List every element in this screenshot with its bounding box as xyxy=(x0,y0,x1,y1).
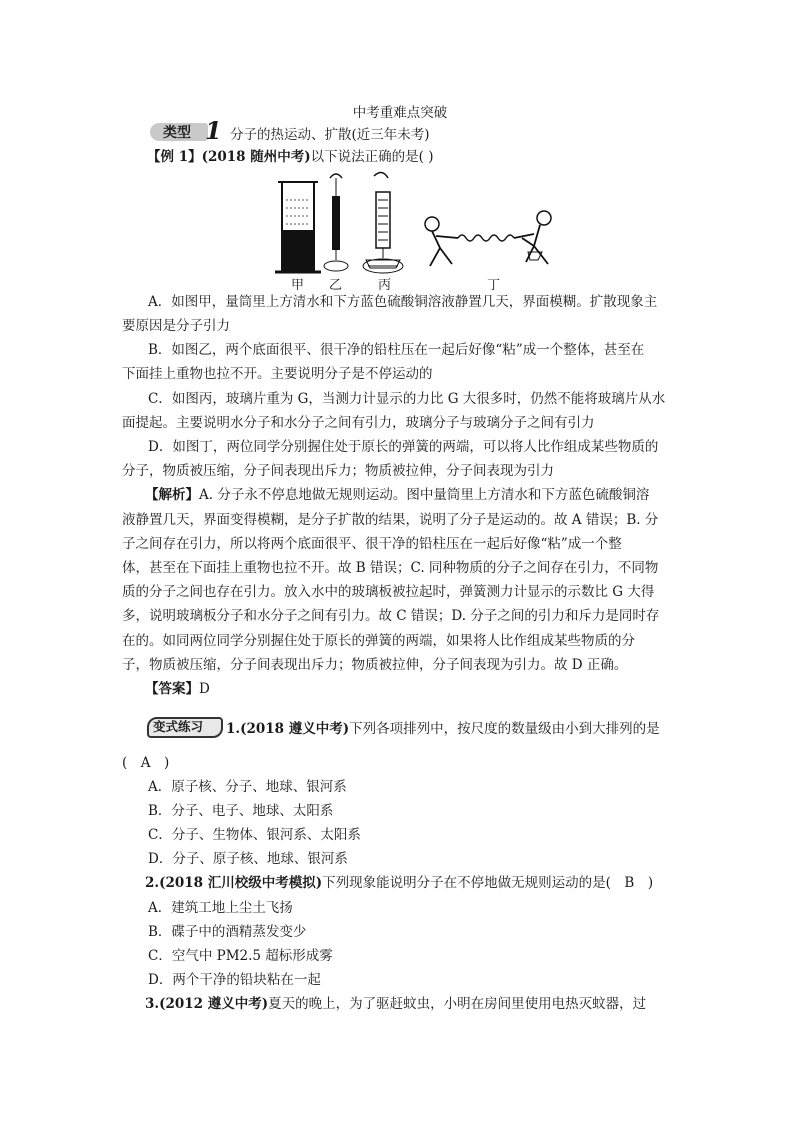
analysis-line: 多，说明玻璃板分子和水分子之间有引力。故 C 错误；D. 分子之间的引力和斥力是同时存 xyxy=(122,608,660,624)
example-question xyxy=(147,147,433,167)
example-tag: 【例 1】 xyxy=(147,149,202,165)
example-source: (2018 随州中考) xyxy=(201,149,311,165)
cylinder-figure xyxy=(275,182,321,272)
figure-label-ding: 丁 xyxy=(487,278,501,293)
type-title: 分子的热运动、扩散(近三年未考) xyxy=(230,127,430,143)
answer-line xyxy=(145,679,210,699)
q2-source: (2018 汇川校级中考模拟) xyxy=(159,875,323,891)
q3-text: 夏天的晚上，为了驱赶蚊虫，小明在房间里使用电热灭蚊器，过 xyxy=(268,996,647,1012)
q2-option: B．碟子中的酒精蒸发变少 xyxy=(148,924,307,940)
q2-option: D．两个干净的铅块粘在一起 xyxy=(148,972,321,988)
q3-source: (2012 遵义中考) xyxy=(159,996,269,1012)
figure-label-yi: 乙 xyxy=(329,278,343,293)
analysis-first-line xyxy=(145,485,649,505)
lead-columns-figure xyxy=(324,174,348,271)
analysis-tag: 【解析】 xyxy=(145,487,199,503)
option-line: 要原因是分子引力 xyxy=(122,318,230,334)
analysis-line: 子，物质被压缩，分子间表现出斥力；物质被拉伸，分子间表现为引力。故 D 正确。 xyxy=(122,657,628,673)
question-1 xyxy=(226,719,660,739)
option-line: C．如图丙，玻璃片重为 G，当测力计显示的力比 G 大很多时，仍然不能将玻璃片从水 xyxy=(148,391,666,407)
option-line: 分子，物质被压缩，分子间表现出斥力；物质被拉伸，分子间表现为引力 xyxy=(122,463,554,479)
q1-option: D．分子、原子核、地球、银河系 xyxy=(148,851,348,867)
q1-answer: ( A ) xyxy=(122,755,170,771)
type-number: 1 xyxy=(205,116,222,145)
answer-value: D xyxy=(199,681,210,697)
figure-label-jia: 甲 xyxy=(291,278,305,293)
option-line: D．如图丁，两位同学分别握住处于原长的弹簧的两端，可以将人比作组成某些物质的 xyxy=(148,439,659,455)
spring-scale-figure xyxy=(363,172,403,273)
example-question-text: 以下说法正确的是( ) xyxy=(310,149,434,165)
question-3 xyxy=(145,994,646,1014)
analysis-line: 质的分子之间也存在引力。放入水中的玻璃板被拉起时，弹簧测力计显示的示数比 G 大得 xyxy=(122,584,655,600)
students-spring-figure xyxy=(425,211,551,266)
q1-source: (2018 遵义中考) xyxy=(240,721,350,737)
q2-text: 下列现象能说明分子在不停地做无规则运动的是( B ) xyxy=(322,875,654,891)
physics-figure xyxy=(272,168,582,290)
q1-number: 1. xyxy=(226,721,241,737)
question-2 xyxy=(145,873,653,893)
practice-badge-label: 变式练习 xyxy=(153,719,204,734)
option-line: B．如图乙，两个底面很平、很干净的铅柱压在一起后好像“粘”成一个整体，甚至在 xyxy=(148,342,645,358)
q2-option: A．建筑工地上尘土飞扬 xyxy=(148,900,293,916)
option-line: 面提起。主要说明水分子和水分子之间有引力，玻璃分子与玻璃分子之间有引力 xyxy=(122,415,595,431)
analysis-line: 液静置几天，界面变得模糊，是分子扩散的结果，说明了分子是运动的。故 A 错误；B. 分 xyxy=(122,512,659,528)
analysis-line: 体，甚至在下面挂上重物也拉不开。故 B 错误；C. 同种物质的分子之间存在引力，不同物 xyxy=(122,560,659,576)
q2-number: 2. xyxy=(145,875,160,891)
answer-tag: 【答案】 xyxy=(145,681,199,697)
q2-option: C．空气中 PM2.5 超标形成雾 xyxy=(148,948,333,964)
analysis-line: A. 分子永不停息地做无规则运动。图中量筒里上方清水和下方蓝色硫酸铜溶 xyxy=(199,487,650,503)
page-title: 中考重难点突破 xyxy=(352,105,448,121)
figure-label-bing: 丙 xyxy=(378,278,392,293)
experiment-illustration xyxy=(272,168,582,290)
q1-text: 下列各项排列中，按尺度的数量级由小到大排列的是 xyxy=(349,721,660,737)
analysis-line: 子之间存在引力，所以将两个底面很平、很干净的铅柱压在一起后好像“粘”成一个整 xyxy=(122,536,622,552)
type-badge-label: 类型 xyxy=(163,125,191,141)
q3-number: 3. xyxy=(145,996,160,1012)
option-line: A．如图甲，量筒里上方清水和下方蓝色硫酸铜溶液静置几天，界面模糊。扩散现象主 xyxy=(148,294,658,310)
option-line: 下面挂上重物也拉不开。主要说明分子是不停运动的 xyxy=(122,366,433,382)
q1-option: B．分子、电子、地球、太阳系 xyxy=(148,803,334,819)
analysis-line: 在的。如同两位同学分别握住处于原长的弹簧的两端，如果将人比作组成某些物质的分 xyxy=(122,633,635,649)
q1-option: C．分子、生物体、银河系、太阳系 xyxy=(148,827,361,843)
q1-option: A．原子核、分子、地球、银河系 xyxy=(148,779,347,795)
